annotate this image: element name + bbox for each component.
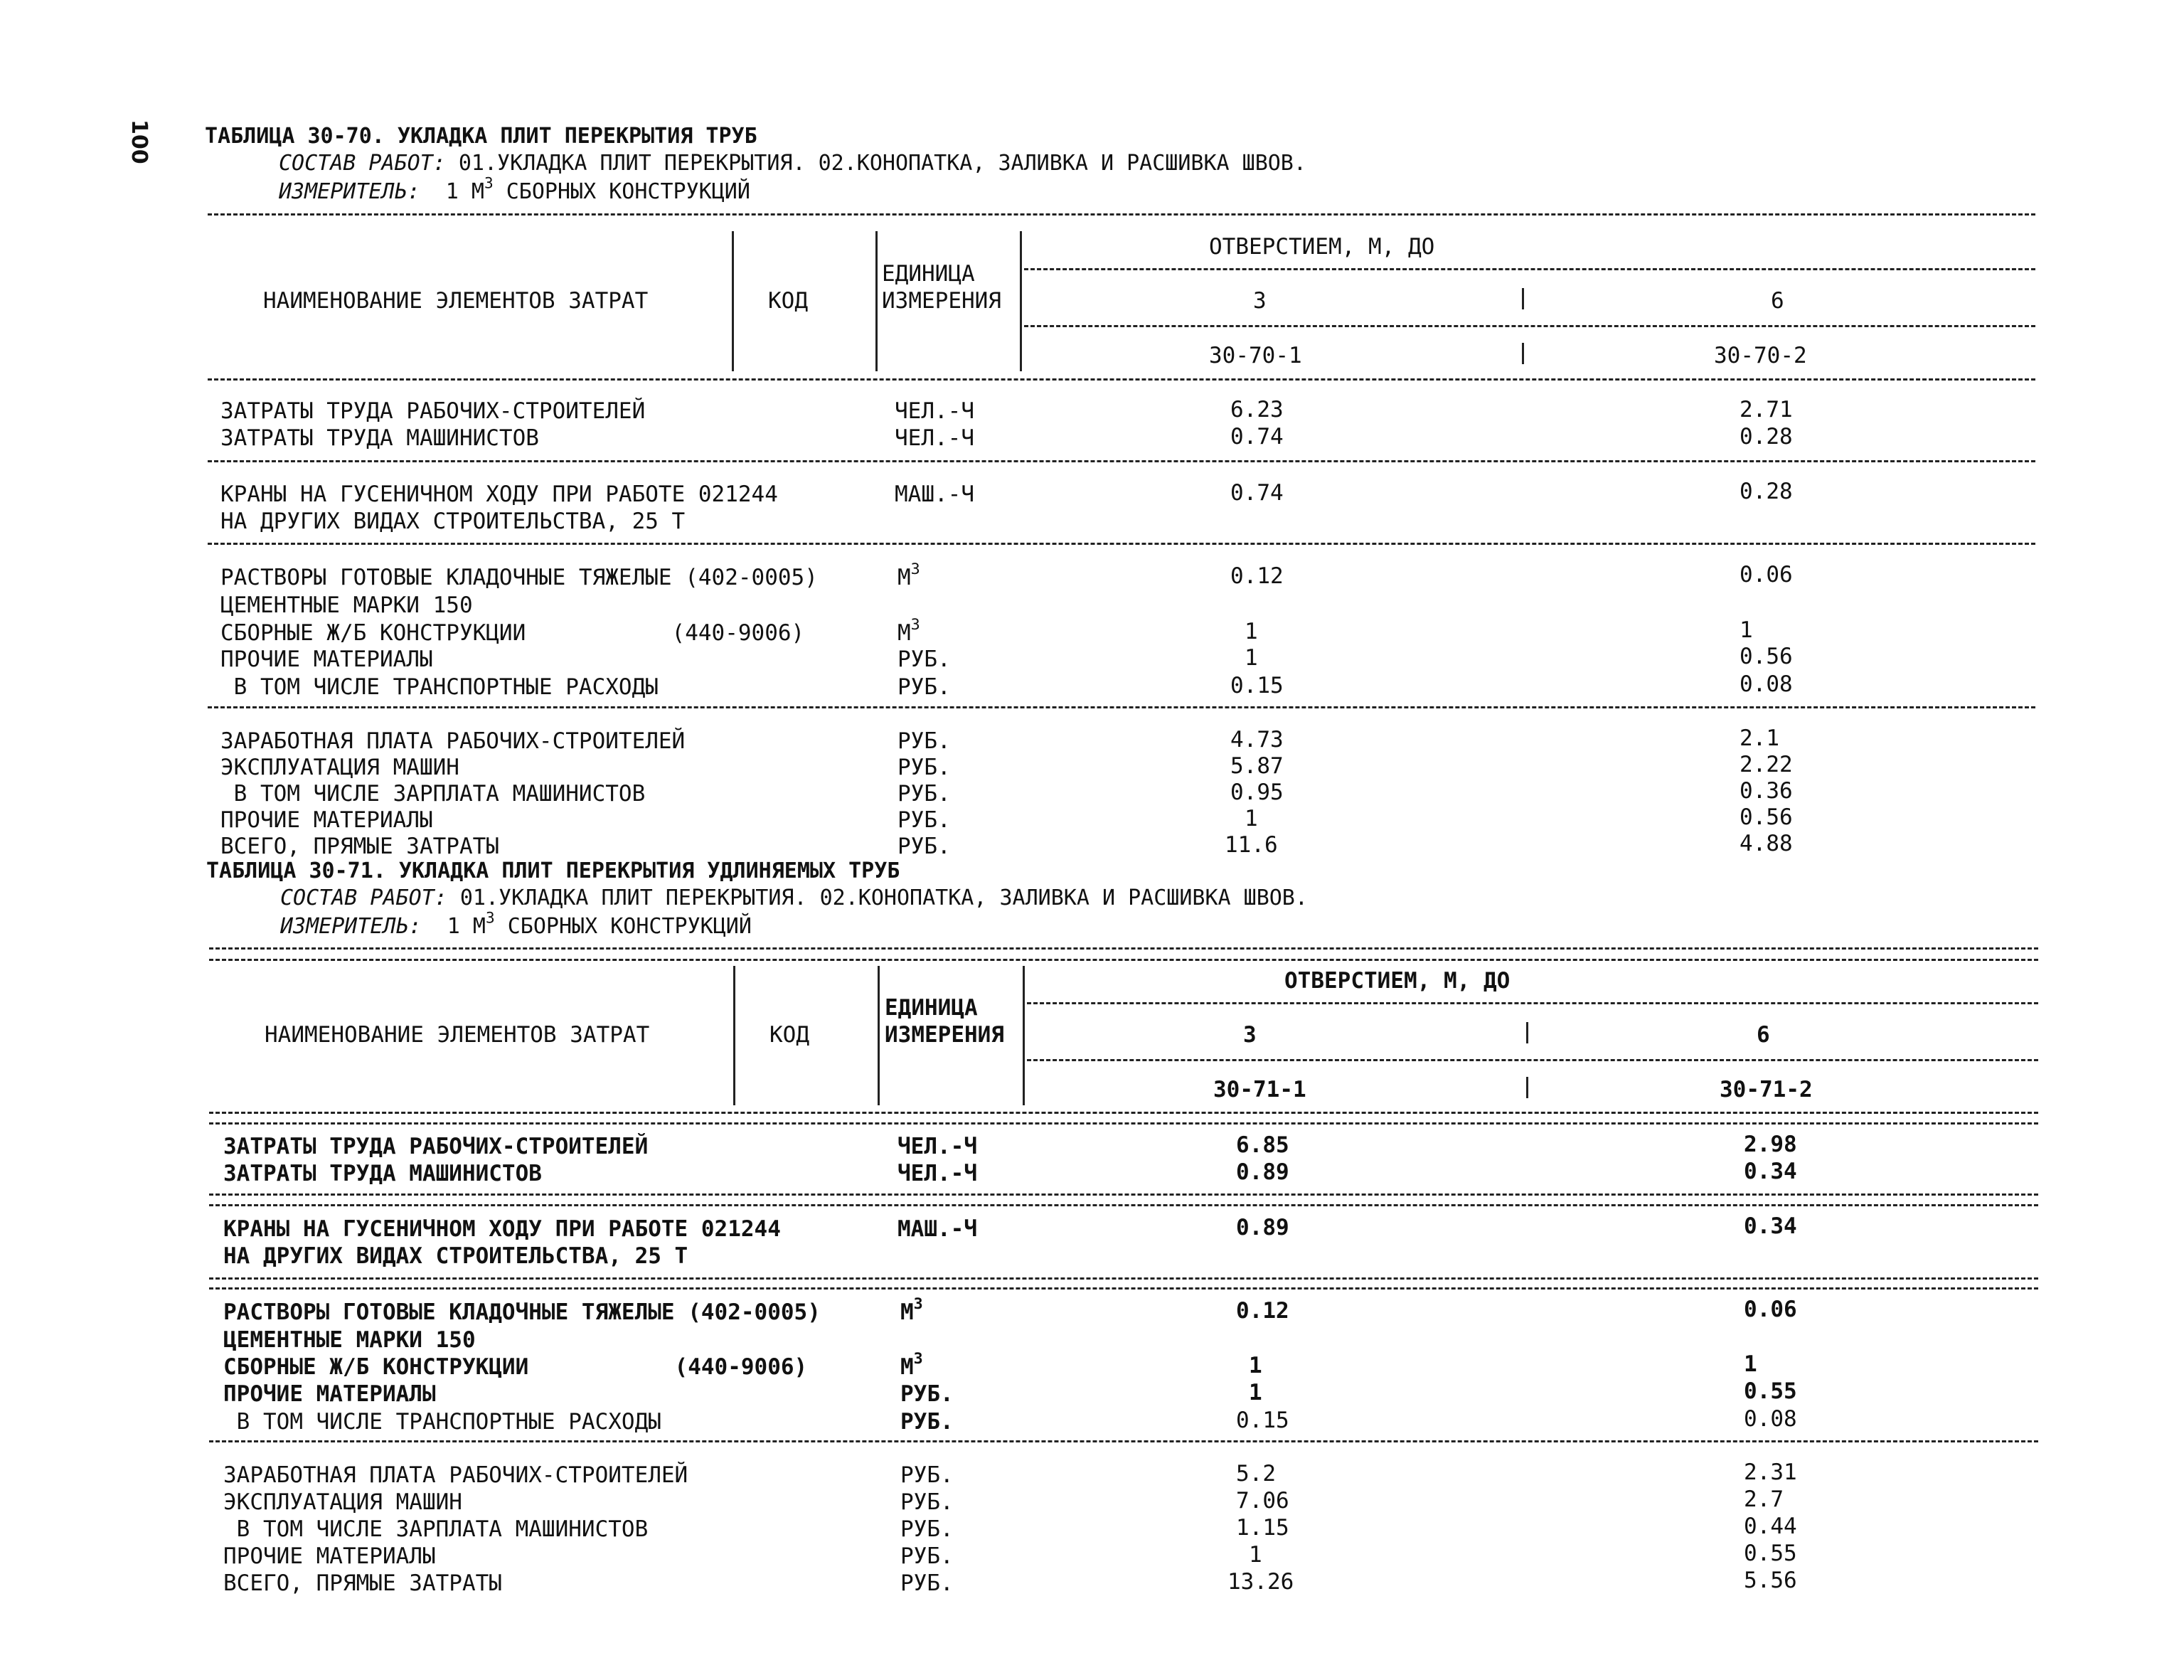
- header-unit: ИЗМЕРЕНИЯ: [885, 1022, 1004, 1048]
- row-value: 1: [1245, 645, 1258, 671]
- measurement-unit: ИЗМЕРИТЕЛЬ: 1 $М^3$ СБОРНЫХ КОНСТРУКЦИЙ: [279, 174, 750, 204]
- row-value: 13.26: [1227, 1569, 1294, 1595]
- row-name: ЗАТРАТЫ ТРУДА РАБОЧИХ-СТРОИТЕЛЕЙ: [223, 1134, 649, 1159]
- row-value: 2.22: [1740, 752, 1793, 777]
- row-name: СБОРНЫЕ Ж/Б КОНСТРУКЦИИ (440-9006): [223, 1354, 808, 1380]
- header-code-1: 30-70-1: [1209, 343, 1302, 368]
- row-name: В ТОМ ЧИСЛЕ ЗАРПЛАТА МАШИНИСТОВ: [223, 1516, 649, 1542]
- row-value: 1.15: [1236, 1515, 1289, 1541]
- row-value: 2.31: [1744, 1460, 1797, 1485]
- row-value: 0.56: [1740, 644, 1793, 669]
- header-col: 3: [1253, 288, 1267, 314]
- row-name: НА ДРУГИХ ВИДАХ СТРОИТЕЛЬСТВА, 25 Т: [223, 1243, 688, 1269]
- row-unit: $М^3$: [900, 1294, 923, 1325]
- row-unit: ЧЕЛ.-Ч: [897, 1134, 977, 1159]
- row-value: 0.55: [1744, 1378, 1797, 1404]
- row-value: 0.55: [1744, 1541, 1797, 1566]
- divider: [209, 959, 2038, 961]
- row-value: 7.06: [1236, 1488, 1289, 1514]
- row-value: 0.06: [1740, 562, 1793, 588]
- row-value: 4.88: [1740, 831, 1793, 856]
- header-code: КОД: [768, 288, 808, 314]
- row-value: 5.87: [1230, 753, 1284, 779]
- header-col: 6: [1757, 1022, 1770, 1048]
- header-group: ОТВЕРСТИЕМ, М, ДО: [1209, 234, 1435, 260]
- row-value: 2.98: [1744, 1132, 1797, 1157]
- row-value: 0.12: [1236, 1298, 1289, 1324]
- row-value: 11.6: [1225, 832, 1278, 858]
- divider: [1024, 268, 2035, 270]
- row-value: 0.36: [1740, 778, 1793, 804]
- row-value: 0.74: [1230, 424, 1284, 450]
- column-divider: [875, 231, 878, 371]
- row-value: 6.85: [1236, 1132, 1289, 1158]
- header-col: 3: [1243, 1022, 1257, 1048]
- divider: [209, 1277, 2038, 1280]
- row-name: ПРОЧИЕ МАТЕРИАЛЫ: [223, 1543, 436, 1569]
- header-code-2: 30-71-2: [1720, 1077, 1813, 1102]
- column-divider: [1526, 1022, 1528, 1043]
- row-unit: $М^3$: [897, 615, 920, 646]
- row-value: 2.7: [1744, 1487, 1784, 1512]
- divider: [209, 1440, 2038, 1442]
- row-unit: РУБ.: [900, 1516, 954, 1542]
- row-value: 0.15: [1230, 673, 1284, 698]
- table-title: ТАБЛИЦА 30-70. УКЛАДКА ПЛИТ ПЕРЕКРЫТИЯ ТРУБ: [205, 124, 757, 149]
- row-unit: РУБ.: [900, 1543, 954, 1569]
- divider: [1027, 1059, 2038, 1061]
- row-name: КРАНЫ НА ГУСЕНИЧНОМ ХОДУ ПРИ РАБОТЕ 021244: [220, 482, 778, 507]
- column-divider: [732, 231, 734, 371]
- column-divider: [1020, 231, 1022, 371]
- header-unit: ЕДИНИЦА: [885, 995, 978, 1021]
- row-value: 0.08: [1740, 671, 1793, 697]
- row-name: ПРОЧИЕ МАТЕРИАЛЫ: [220, 807, 433, 833]
- row-unit: РУБ.: [897, 674, 951, 700]
- column-divider: [878, 966, 880, 1105]
- row-value: 0.34: [1744, 1213, 1797, 1239]
- row-value: 1: [1245, 806, 1258, 831]
- row-value: 0.74: [1230, 480, 1284, 506]
- row-value: 5.56: [1744, 1568, 1797, 1593]
- row-unit: $М^3$: [897, 560, 920, 590]
- header-name: НАИМЕНОВАНИЕ ЭЛЕМЕНТОВ ЗАТРАТ: [263, 288, 649, 314]
- row-value: 0.95: [1230, 780, 1284, 805]
- row-name: ЗАРАБОТНАЯ ПЛАТА РАБОЧИХ-СТРОИТЕЛЕЙ: [220, 728, 686, 754]
- column-divider: [1023, 966, 1025, 1105]
- row-unit: МАШ.-Ч: [895, 482, 974, 507]
- row-name: РАСТВОРЫ ГОТОВЫЕ КЛАДОЧНЫЕ ТЯЖЕЛЫЕ (402-0005): [223, 1299, 821, 1325]
- row-value: 0.08: [1744, 1406, 1797, 1432]
- row-name: ВСЕГО, ПРЯМЫЕ ЗАТРАТЫ: [220, 834, 499, 859]
- column-divider: [1526, 1077, 1528, 1098]
- row-unit: МАШ.-Ч: [897, 1216, 977, 1242]
- row-name: ПРОЧИЕ МАТЕРИАЛЫ: [220, 647, 433, 672]
- row-name: ЭКСПЛУАТАЦИЯ МАШИН: [220, 755, 459, 780]
- row-name: ЗАТРАТЫ ТРУДА МАШИНИСТОВ: [220, 425, 539, 451]
- row-name: КРАНЫ НА ГУСЕНИЧНОМ ХОДУ ПРИ РАБОТЕ 021244: [223, 1216, 781, 1242]
- divider: [209, 1122, 2038, 1125]
- row-unit: РУБ.: [897, 755, 951, 780]
- row-name: ВСЕГО, ПРЯМЫЕ ЗАТРАТЫ: [223, 1570, 502, 1596]
- column-divider: [1522, 343, 1524, 364]
- row-unit: РУБ.: [897, 647, 951, 672]
- divider: [209, 947, 2038, 950]
- row-value: 0.12: [1230, 563, 1284, 589]
- row-name: ПРОЧИЕ МАТЕРИАЛЫ: [223, 1381, 436, 1407]
- row-name: В ТОМ ЧИСЛЕ ТРАНСПОРТНЫЕ РАСХОДЫ: [220, 674, 659, 700]
- divider: [208, 460, 2035, 462]
- row-value: 0.28: [1740, 479, 1793, 504]
- row-unit: ЧЕЛ.-Ч: [895, 425, 974, 451]
- row-value: 0.06: [1744, 1297, 1797, 1322]
- row-value: 0.15: [1236, 1408, 1289, 1433]
- row-value: 0.89: [1236, 1215, 1289, 1240]
- divider: [1027, 1002, 2038, 1004]
- divider: [209, 1193, 2038, 1196]
- row-value: 2.71: [1740, 397, 1793, 422]
- row-name: ЗАТРАТЫ ТРУДА МАШИНИСТОВ: [223, 1161, 542, 1186]
- row-name: ЦЕМЕНТНЫЕ МАРКИ 150: [223, 1327, 476, 1353]
- page-number: 100: [127, 119, 151, 164]
- row-unit: ЧЕЛ.-Ч: [895, 398, 974, 424]
- row-value: 0.56: [1740, 804, 1793, 830]
- row-name: В ТОМ ЧИСЛЕ ЗАРПЛАТА МАШИНИСТОВ: [220, 781, 646, 807]
- row-unit: ЧЕЛ.-Ч: [897, 1161, 977, 1186]
- row-unit: РУБ.: [900, 1570, 954, 1596]
- divider: [209, 1287, 2038, 1290]
- row-unit: РУБ.: [897, 781, 951, 807]
- header-code-2: 30-70-2: [1714, 343, 1807, 368]
- row-value: 1: [1740, 617, 1753, 643]
- divider: [208, 543, 2035, 545]
- row-name: ЗАРАБОТНАЯ ПЛАТА РАБОЧИХ-СТРОИТЕЛЕЙ: [223, 1462, 688, 1488]
- row-name: ЗАТРАТЫ ТРУДА РАБОЧИХ-СТРОИТЕЛЕЙ: [220, 398, 646, 424]
- table-title: ТАБЛИЦА 30-71. УКЛАДКА ПЛИТ ПЕРЕКРЫТИЯ УДЛИНЯЕМЫХ ТРУБ: [206, 858, 900, 883]
- row-unit: РУБ.: [900, 1409, 954, 1435]
- header-code: КОД: [769, 1022, 809, 1048]
- divider: [1024, 325, 2035, 327]
- divider: [208, 213, 2035, 216]
- row-unit: РУБ.: [900, 1489, 954, 1515]
- divider: [209, 1204, 2038, 1206]
- work-composition: СОСТАВ РАБОТ: 01.УКЛАДКА ПЛИТ ПЕРЕКРЫТИЯ. 02.КОНОПАТКА, ЗАЛИВКА И РАСШИВКА ШВОВ.: [279, 151, 1306, 176]
- row-value: 2.1: [1740, 725, 1779, 751]
- row-value: 1: [1249, 1353, 1262, 1378]
- row-name: В ТОМ ЧИСЛЕ ТРАНСПОРТНЫЕ РАСХОДЫ: [223, 1409, 661, 1435]
- row-unit: РУБ.: [897, 807, 951, 833]
- row-name: СБОРНЫЕ Ж/Б КОНСТРУКЦИИ (440-9006): [220, 620, 805, 646]
- row-value: 6.23: [1230, 397, 1284, 422]
- row-value: 1: [1249, 1542, 1262, 1568]
- divider: [208, 706, 2035, 708]
- row-value: 1: [1245, 619, 1258, 644]
- row-name: ЭКСПЛУАТАЦИЯ МАШИН: [223, 1489, 462, 1515]
- header-unit: ЕДИНИЦА: [882, 261, 975, 287]
- row-name: ЦЕМЕНТНЫЕ МАРКИ 150: [220, 592, 473, 618]
- row-value: 0.44: [1744, 1514, 1797, 1539]
- header-group: ОТВЕРСТИЕМ, М, ДО: [1284, 968, 1511, 994]
- measurement-unit: ИЗМЕРИТЕЛЬ: 1 $М^3$ СБОРНЫХ КОНСТРУКЦИЙ: [280, 909, 752, 939]
- divider: [208, 378, 2035, 381]
- row-value: 0.34: [1744, 1159, 1797, 1184]
- row-value: 5.2: [1236, 1461, 1276, 1487]
- row-value: 4.73: [1230, 727, 1284, 753]
- header-unit: ИЗМЕРЕНИЯ: [882, 288, 1001, 314]
- row-unit: РУБ.: [897, 728, 951, 754]
- row-name: НА ДРУГИХ ВИДАХ СТРОИТЕЛЬСТВА, 25 Т: [220, 509, 686, 534]
- row-unit: РУБ.: [900, 1462, 954, 1488]
- row-value: 1: [1744, 1351, 1757, 1377]
- header-col: 6: [1771, 288, 1784, 314]
- divider: [209, 1112, 2038, 1114]
- row-value: 0.89: [1236, 1159, 1289, 1185]
- row-unit: РУБ.: [897, 834, 951, 859]
- header-name: НАИМЕНОВАНИЕ ЭЛЕМЕНТОВ ЗАТРАТ: [265, 1022, 650, 1048]
- work-composition: СОСТАВ РАБОТ: 01.УКЛАДКА ПЛИТ ПЕРЕКРЫТИЯ. 02.КОНОПАТКА, ЗАЛИВКА И РАСШИВКА ШВОВ.: [280, 886, 1308, 910]
- row-value: 1: [1249, 1380, 1262, 1405]
- row-unit: $М^3$: [900, 1349, 923, 1380]
- column-divider: [1522, 288, 1524, 309]
- row-value: 0.28: [1740, 424, 1793, 450]
- row-unit: РУБ.: [900, 1381, 954, 1407]
- header-code-1: 30-71-1: [1213, 1077, 1306, 1102]
- row-name: РАСТВОРЫ ГОТОВЫЕ КЛАДОЧНЫЕ ТЯЖЕЛЫЕ (402-0005): [220, 565, 818, 590]
- column-divider: [733, 966, 735, 1105]
